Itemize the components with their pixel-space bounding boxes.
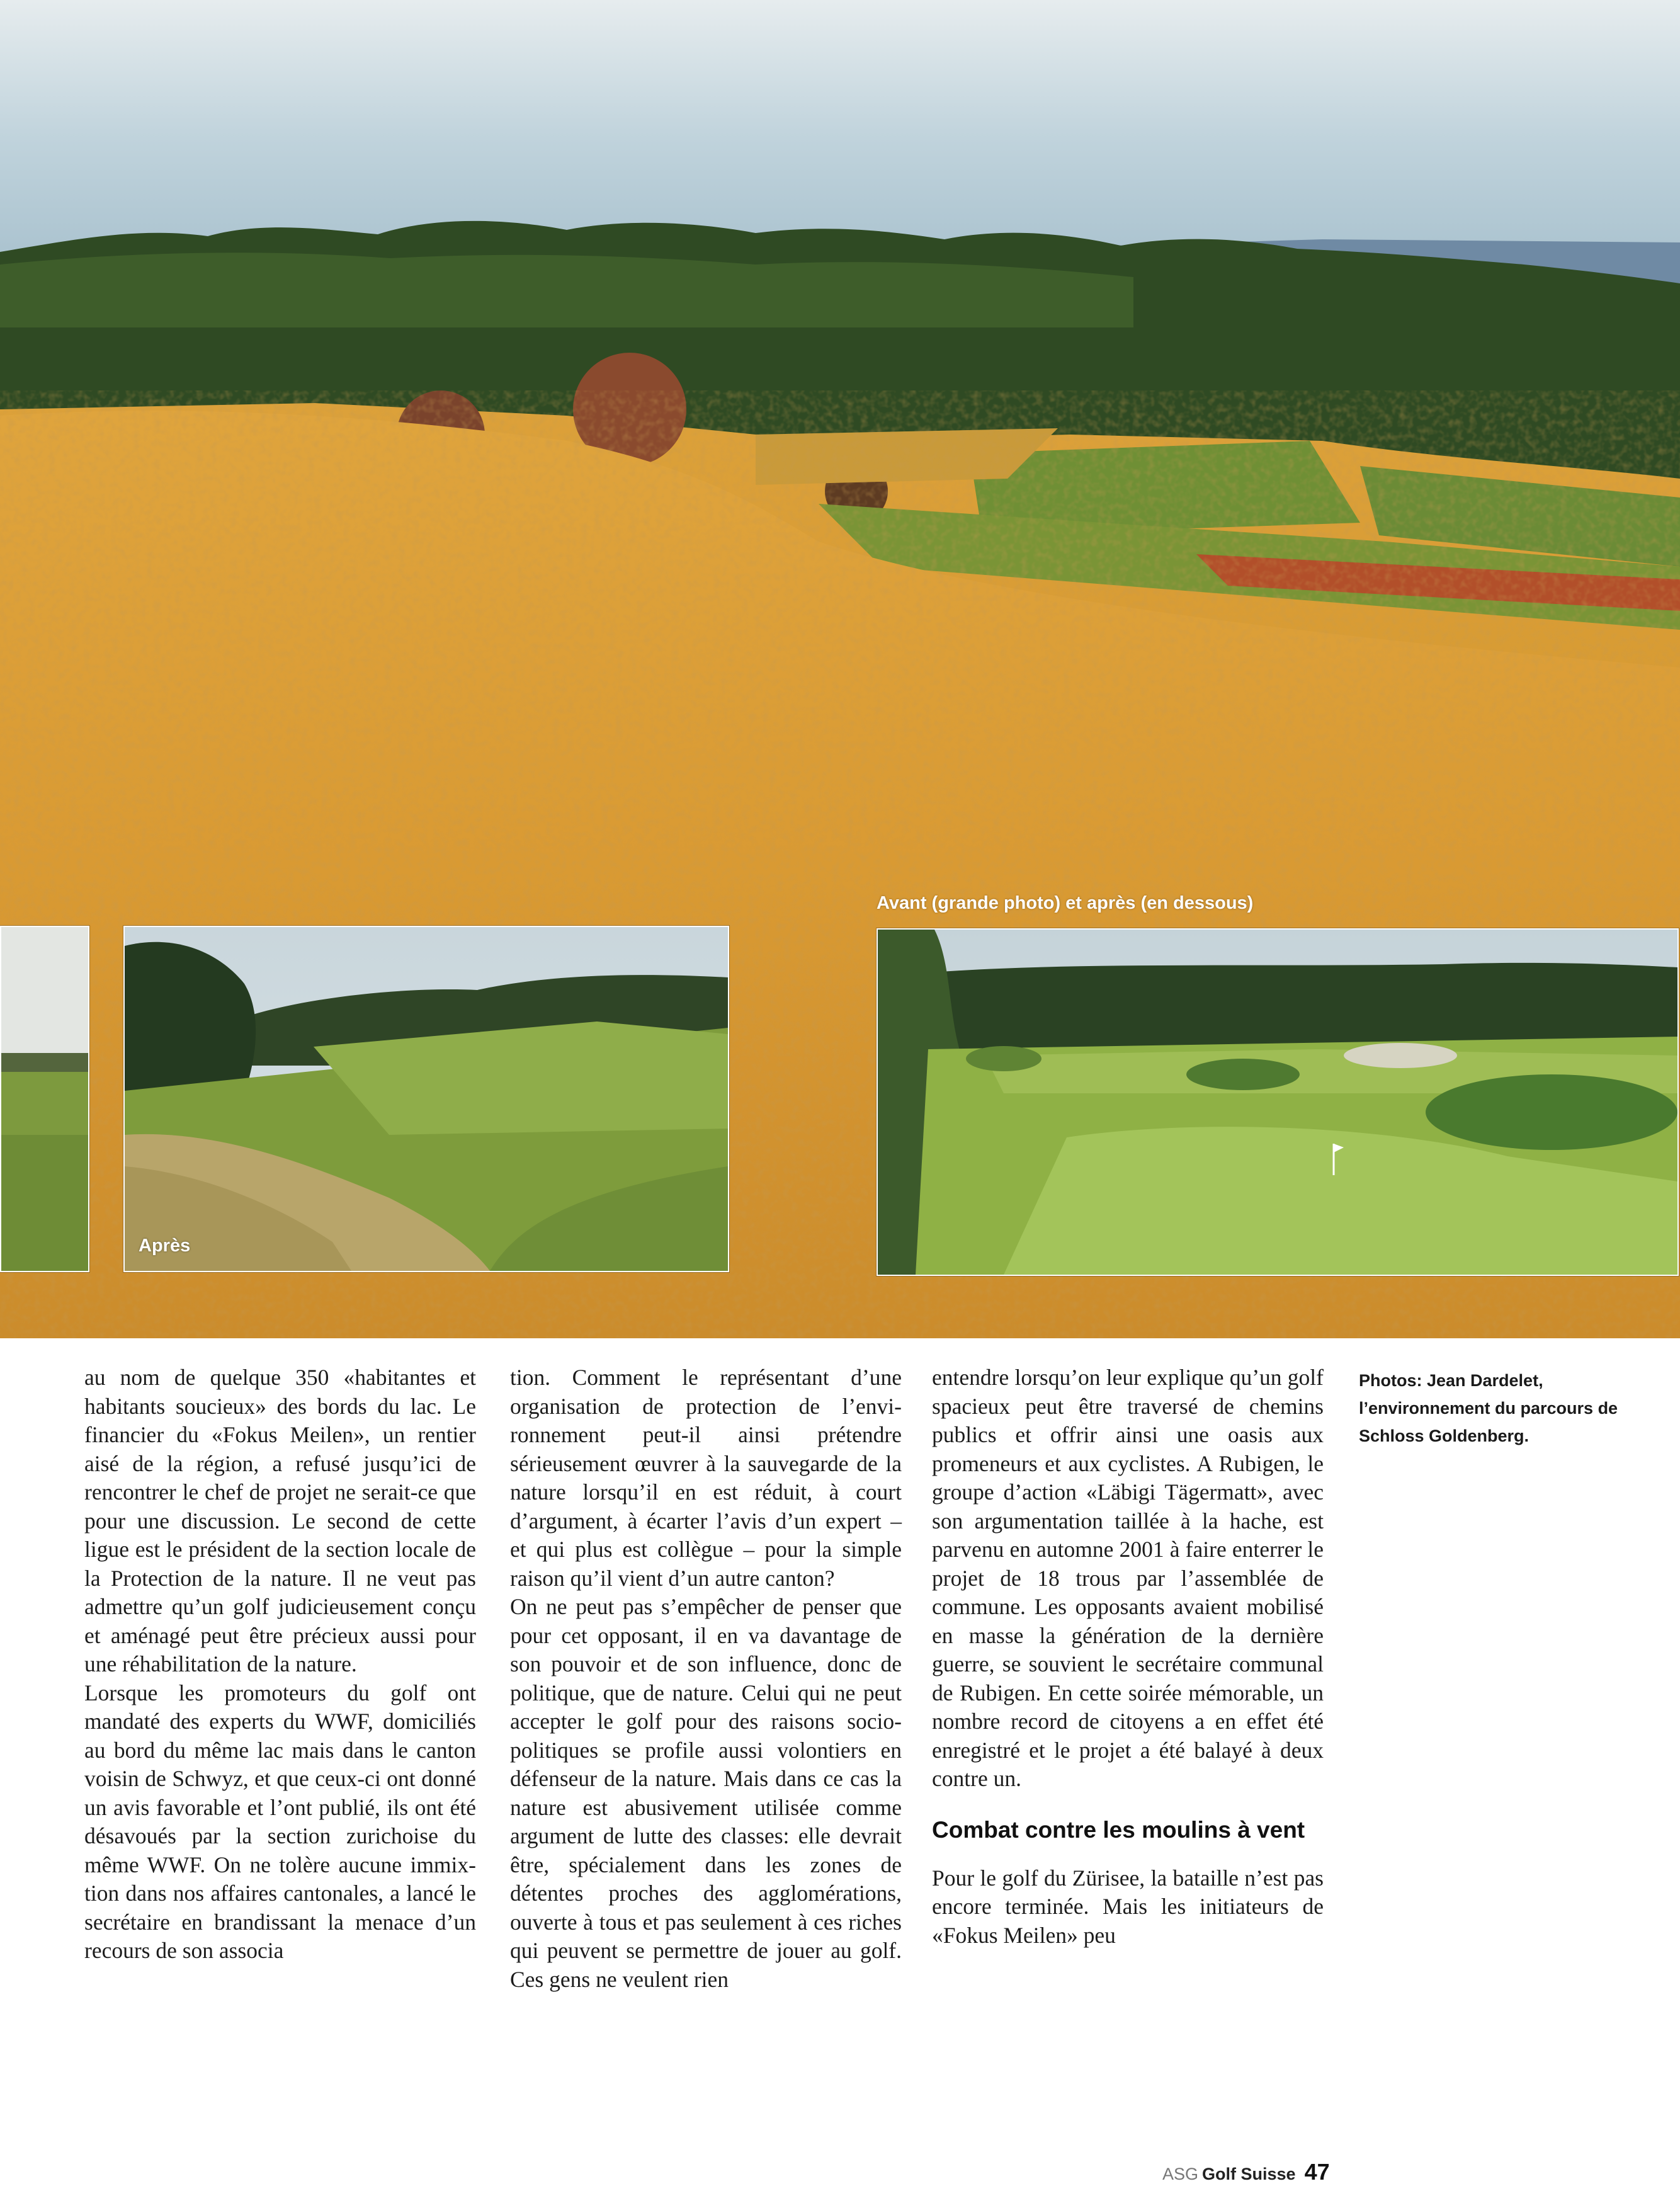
partial-field-image [1,927,88,1271]
paragraph: On ne peut pas s’empêcher de penser que pour cet opposant, il en va davantage de son pouvoir et de son influence, donc de politique, que de nature. Celui qui ne peut accepter le golf pour des raisons socio-politiques se profile aussi volontiers en défenseur de la nature. Mais dans ce cas la nature est abusivement utilisée comme argument de lutte des classes: elle devrait être, spécialement dans les zones de détentes proches des agglomérations, ouverte à tous et pas seulement à ces riches qui peuvent se permettre de jouer au golf. Ces gens ne veulent rien [510,1594,902,1992]
paragraph: tion. Comment le représentant d’une organisation de protection de l’environnement peut-il ainsi prétendre sérieusement œuvrer à la sauvegarde de la nature lorsqu’il en est réduit, à court d’argument, à écarter l’avis d’un expert – et qui plus est collègue – pour la simple raison qu’il vient d’un autre canton? [510,1365,902,1591]
photo-credit-note: Photos: Jean Dardelet, l’environnement du parcours de Schloss Goldenberg. [1359,1371,1618,1445]
page-number: 47 [1304,2159,1330,2185]
article-column-2 [510,1363,902,1994]
inset-photo-partial [0,926,89,1272]
paragraph: Lorsque les promoteurs du golf ont mandaté des experts du WWF, domiciliés au bord du même lac mais dans le canton voisin de Schwyz, et que ceux-ci ont donné un avis favorable et l’ont publié, ils ont été désavoués par la section zurichoise du même WWF. On ne tolère aucune immixtion dans nos affaires cantonales, a lancé le secrétaire en brandissant la menace d’un recours de son associa [84,1680,476,1963]
page-footer [1162,2159,1330,2185]
paragraph: Pour le golf du Zürisee, la bataille n’est pas encore terminée. Mais les initiateurs de «Fokus Meilen» peu [932,1865,1324,1948]
inset-photo-apres [123,926,729,1272]
inset-photo-green [877,928,1679,1276]
paragraph: entendre lorsqu’on leur explique qu’un golf spacieux peut être traversé de chemins publics et offrir ainsi une oasis aux promeneurs et aux cyclistes. A Rubigen, le groupe d’action «Läbigi Tägermatt», avec son argumentation taillée à la hache, est parvenu en automne 2001 à faire enterrer le projet de 18 trous par l’assemblée de commune. Les opposants avaient mobilisé en masse la génération de la dernière guerre, se souvient le secrétaire communal de Rubigen. En cette soirée mémorable, un nombre record de citoyens a en effet été enregistré et le projet a été balayé à deux contre un. [932,1365,1324,1791]
footer-brand: ASG [1162,2165,1199,2183]
footer-magazine-name: Golf Suisse [1202,2165,1296,2183]
golf-green-image [878,930,1677,1275]
golf-fairway-image [125,927,728,1271]
article-column-1 [84,1363,476,1966]
article-column-3 [932,1363,1324,1950]
inset-caption-apres: Après [139,1236,191,1256]
photo-caption-before-after: Avant (grande photo) et après (en dessous) [877,893,1254,913]
paragraph: au nom de quelque 350 «habitantes et habitants soucieux» des bords du lac. Le financier du «Fokus Meilen», un rentier aisé de la région, a refusé jusqu’ici de rencontrer le chef de projet ne serait-ce que pour une discussion. Le second de cette ligue est le président de la section locale de la Protection de la nature. Il ne veut pas admettre qu’un golf judicieusement conçu et aménagé peut être précieux aussi pour une réhabilitation de la nature. [84,1365,476,1676]
section-heading: Combat contre les moulins à vent [932,1816,1305,1843]
